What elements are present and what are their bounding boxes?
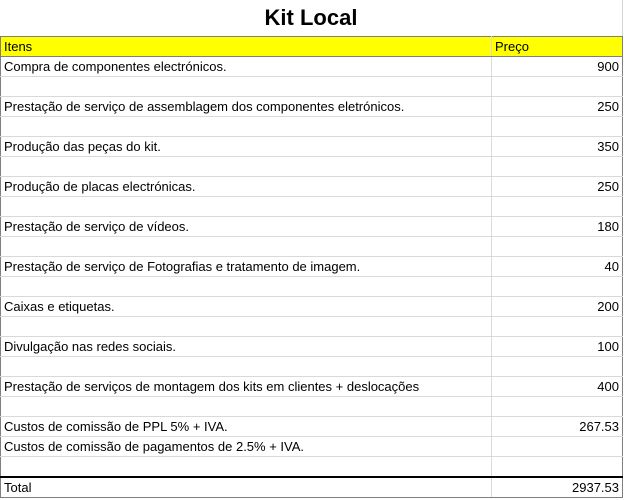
empty-cell[interactable] — [1, 317, 492, 337]
table-row — [1, 417, 623, 437]
total-row — [1, 477, 623, 498]
item-cell[interactable]: Prestação de serviços de montagem dos kits em clientes + deslocações — [1, 377, 492, 397]
item-cell[interactable]: Custos de comissão de pagamentos de 2.5% + IVA. — [1, 437, 492, 457]
empty-cell[interactable] — [492, 77, 623, 97]
item-cell[interactable]: Divulgação nas redes sociais. — [1, 337, 492, 357]
blank-row — [1, 457, 623, 477]
empty-cell[interactable] — [1, 77, 492, 97]
price-cell[interactable]: 267.53 — [492, 417, 623, 437]
item-cell[interactable]: Prestação de serviço de Fotografias e tratamento de imagem. — [1, 257, 492, 277]
empty-cell[interactable] — [1, 197, 492, 217]
price-cell[interactable]: 100 — [492, 337, 623, 357]
empty-cell[interactable] — [492, 277, 623, 297]
empty-cell[interactable] — [1, 157, 492, 177]
empty-cell[interactable] — [492, 117, 623, 137]
blank-row — [1, 317, 623, 337]
table-row — [1, 437, 623, 457]
header-price-cell[interactable]: Preço — [492, 37, 623, 57]
empty-cell[interactable] — [492, 157, 623, 177]
items-table — [0, 36, 623, 498]
empty-cell[interactable] — [1, 457, 492, 477]
item-cell[interactable]: Prestação de serviço de assemblagem dos componentes eletrónicos. — [1, 97, 492, 117]
empty-cell[interactable] — [492, 457, 623, 477]
empty-cell[interactable] — [492, 197, 623, 217]
price-cell[interactable]: 180 — [492, 217, 623, 237]
blank-row — [1, 77, 623, 97]
empty-cell[interactable] — [492, 357, 623, 377]
header-row — [1, 37, 623, 57]
empty-cell[interactable] — [1, 117, 492, 137]
blank-row — [1, 117, 623, 137]
table-row — [1, 297, 623, 317]
item-cell[interactable]: Compra de componentes electrónicos. — [1, 57, 492, 77]
blank-row — [1, 157, 623, 177]
table-row — [1, 257, 623, 277]
price-cell[interactable]: 40 — [492, 257, 623, 277]
blank-row — [1, 277, 623, 297]
blank-row — [1, 237, 623, 257]
empty-cell[interactable] — [1, 397, 492, 417]
empty-cell[interactable] — [492, 397, 623, 417]
item-cell[interactable]: Produção das peças do kit. — [1, 137, 492, 157]
empty-cell[interactable] — [492, 237, 623, 257]
empty-cell[interactable] — [1, 357, 492, 377]
price-cell[interactable] — [492, 437, 623, 457]
blank-row — [1, 197, 623, 217]
item-cell[interactable]: Produção de placas electrónicas. — [1, 177, 492, 197]
item-cell[interactable]: Caixas e etiquetas. — [1, 297, 492, 317]
price-cell[interactable]: 250 — [492, 177, 623, 197]
empty-cell[interactable] — [1, 277, 492, 297]
table-row — [1, 337, 623, 357]
item-cell[interactable]: Prestação de serviço de vídeos. — [1, 217, 492, 237]
table-row — [1, 217, 623, 237]
sheet-title[interactable]: Kit Local — [0, 0, 623, 36]
blank-row — [1, 397, 623, 417]
total-label-cell[interactable]: Total — [1, 477, 492, 498]
blank-row — [1, 357, 623, 377]
empty-cell[interactable] — [1, 237, 492, 257]
item-cell[interactable]: Custos de comissão de PPL 5% + IVA. — [1, 417, 492, 437]
table-row — [1, 57, 623, 77]
price-cell[interactable]: 250 — [492, 97, 623, 117]
price-cell[interactable]: 900 — [492, 57, 623, 77]
table-row — [1, 377, 623, 397]
price-cell[interactable]: 350 — [492, 137, 623, 157]
header-item-cell[interactable]: Itens — [1, 37, 492, 57]
price-cell[interactable]: 200 — [492, 297, 623, 317]
total-value-cell[interactable]: 2937.53 — [492, 477, 623, 498]
empty-cell[interactable] — [492, 317, 623, 337]
price-cell[interactable]: 400 — [492, 377, 623, 397]
table-row — [1, 137, 623, 157]
table-row — [1, 97, 623, 117]
table-row — [1, 177, 623, 197]
